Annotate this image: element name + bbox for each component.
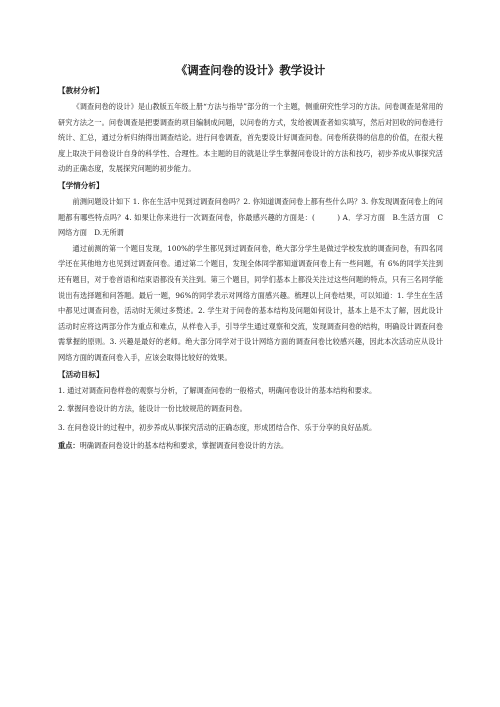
focus-text: 明确调查问卷设计的基本结构和要求，掌握调查问卷设计的方法。	[79, 441, 289, 451]
goal-item-2: 2. 掌握问卷设计的方法，能设计一份比较规范的调查问卷。	[58, 404, 247, 414]
goal-item-1: 1. 通过对调查问卷样卷的观察与分析，了解调查问卷的一般格式，明确问卷设计的基本结构和要求。	[58, 385, 377, 395]
material-paragraph: 《调查问卷的设计》是山教版五年级上册“方法与指导”部分的一个主题，侧重研究性学习的方法。问卷调查是常用的研究方法之一。问卷调查是把要调查的项目编制成问题，以问卷的方式，发给被调查者如实填写，然后对回收的问卷进行统计、汇总，通过分析归纳得出调查结论。进行问卷调查，首先要设计好调查问卷。问卷所获得的信息的价值，在很大程度上取决于问卷设计自身的科学性、合理性。本主题的目的就是让学生掌握问卷设计的方法和技巧，初步养成从事探究活动的正确态度，发展探究问题的初步能力。	[58, 102, 443, 174]
pretest-paragraph: 前测问题设计如下 1. 你在生活中见到过调查问卷吗？2. 你知道调查问卷上都有些什么吗？3. 你发现调查问卷上的问题都有哪些特点吗？4. 如果让你来进行一次调查问卷，你最感兴趣的方面是：( ) A．学习方面 B.生活方面 C 网络方面 D.无所谓	[58, 196, 443, 238]
analysis-paragraph: 通过前测的第一个题目发现，100%的学生都见到过调查问卷，绝大部分学生是做过学校发放的调查问卷，有四名同学还在其他地方也见到过调查问卷。通过第二个题目，发现全体同学都知道调查问卷上有一些问题，有 6%的同学关注到还有题目，对于卷首语和结束语都没有关注到。第三个题目，同学们基本上都没关注过这些问题的特点，只有三名同学能说出有选择题和问答题。最后一题，96%的同学表示对网络方面感兴趣。梳理以上问卷结果，可以知道：1. 学生在生活中都见过调查问卷，活动时无须过多赘述。2. 学生对于问卷的基本结构及问题如何设计，基本上是不太了解，因此设计活动时应将这两部分作为重点和难点，从样卷入手，引导学生通过观察和交流，发现调查问卷的结构，明确设计调查问卷需掌握的原则。3. 兴趣是最好的老师。绝大部分同学对于设计网络方面的调查问卷比较感兴趣，因此本次活动应从设计网络方面的调查问卷入手，应该会取得比较好的效果。	[58, 243, 443, 362]
goals-heading: 【活动目标】	[58, 369, 104, 379]
material-heading: 【教材分析】	[58, 86, 104, 95]
learner-heading: 【学情分析】	[58, 180, 104, 190]
page-title: 《调查问卷的设计》教学设计	[175, 63, 326, 77]
goal-item-3: 3. 在问卷设计的过程中，初步养成从事探究活动的正确态度，形成团结合作、乐于分享的良好品质。	[58, 422, 377, 432]
focus-line	[58, 438, 443, 454]
document-content	[58, 62, 443, 457]
focus-label: 重点：	[58, 441, 80, 451]
